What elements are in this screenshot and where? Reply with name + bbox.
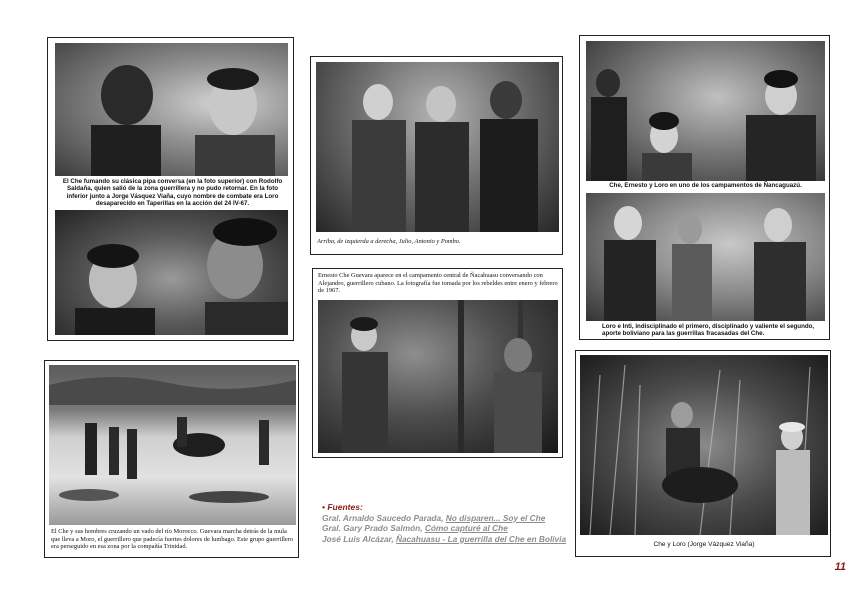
photo-che-alejandro (318, 300, 558, 453)
photo-silhouettes (580, 355, 828, 535)
photo-panel-top-left (47, 37, 294, 341)
caption-bottom-right: Che y Loro (Jorge Vázquez Viaña) (653, 541, 755, 548)
caption-bottom-left: El Che y sus hombres cruzando un vado del río Morocco. Guevara marcha detrás de la mula que lleva a Moro, el guerrillero que padecía fuertes dolores de lumbago. Este grupo guerrillero era perseguido en esa zona por la compañía Trinidad. (51, 528, 294, 551)
page-number: 11 (834, 561, 846, 573)
caption-top-center: Arriba, de izquierda a derecha, Julio, Antonio y Pombo. (317, 238, 461, 245)
photo-silhouettes (316, 62, 559, 232)
caption-center: Ernesto Che Guevara aparece en el campamento central de Ñacahuasu conversando con Alejandro, guerrillero cubano. La fotografía fue tomada por los rebeldes entre enero y febrero de 1967. (318, 272, 558, 295)
photo-julio-antonio-pombo (316, 62, 559, 232)
photo-silhouettes (55, 43, 288, 176)
photo-silhouettes (55, 210, 288, 335)
source-title: Cómo capturé al Che (424, 523, 508, 534)
source-author: Gral. Arnaldo Saucedo Parada, (322, 512, 446, 523)
sources-bullet: • (322, 502, 325, 512)
photo-che-ernesto-loro (586, 41, 825, 181)
photo-silhouettes (318, 300, 558, 453)
photo-panel-top-center (310, 56, 563, 255)
source-entry (322, 513, 572, 524)
photo-che-pipe-saldana (55, 43, 288, 176)
caption-top-left: El Che fumando su clásica pipa conversa (en la foto superior) con Rodolfo Saldaña, quien salió de la zona guerrillera y no pudo retornar. En la foto inferior junto a Jorge Vásquez Viaña, cuyo nombre de combate era Loro desaparecido en Taperillas en la acción del 24 IV-67. (62, 178, 283, 208)
sources-heading (322, 502, 572, 513)
caption-mid-right: Loro e Inti, indisciplinado el primero, disciplinado y valiente el segundo, aporte boliviano para las guerrillas fracasadas del Che. (602, 323, 815, 338)
photo-loro-inti (586, 193, 825, 321)
photo-panel-right-stack (579, 35, 830, 340)
photo-silhouettes (586, 41, 825, 181)
photo-silhouettes (586, 193, 825, 321)
photo-che-pipe-loro (55, 210, 288, 335)
photo-river-crossing (49, 365, 296, 525)
sources-heading-label: Fuentes: (327, 502, 363, 512)
photo-panel-center (312, 268, 563, 458)
sources-block (322, 502, 572, 544)
photo-panel-bottom-right (575, 350, 831, 557)
source-title: Ñacahuasu - La guerrilla del Che en Bolivia (395, 533, 567, 544)
caption-top-right: Che, Ernesto y Loro en uno de los campamentos de Ñancaguazú. (609, 182, 802, 189)
source-title: No disparen... Soy el Che (445, 512, 546, 523)
photo-che-loro (580, 355, 828, 535)
photo-panel-bottom-left (44, 360, 299, 558)
photo-silhouettes (49, 365, 296, 525)
source-author: Gral. Gary Prado Salmón, (322, 523, 425, 534)
source-entry (322, 534, 572, 545)
source-entry (322, 523, 572, 534)
source-author: José Luis Alcázar, (322, 533, 396, 544)
